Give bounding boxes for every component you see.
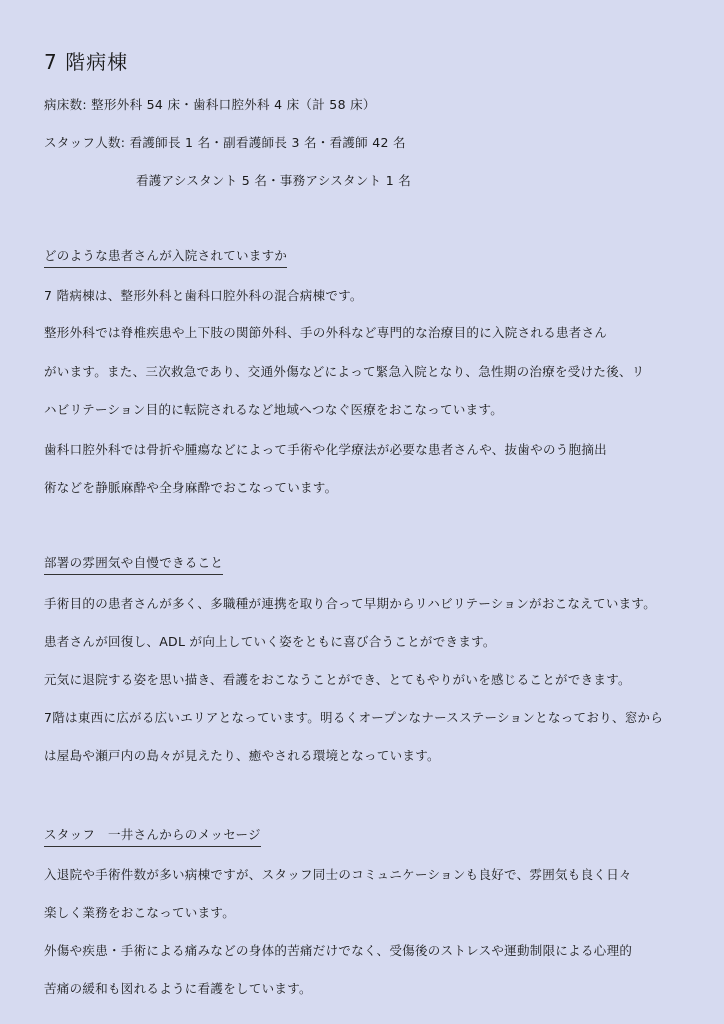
section-heading-patients: どのような患者さんが入院されていますか (44, 246, 287, 268)
paragraph-line: 整形外科では脊椎疾患や上下肢の関節外科、手の外科など専門的な治療目的に入院される患者さん (44, 325, 608, 340)
paragraph-line: 患者さんが回復し、ADL が向上していく姿をともに喜び合うことができます。 (44, 634, 496, 649)
paragraph-line: は屋島や瀬戸内の島々が見えたり、癒やされる環境となっています。 (44, 748, 440, 763)
paragraph-line: 歯科口腔外科では骨折や腫瘍などによって手術や化学療法が必要な患者さんや、抜歯やのう胞摘出 (44, 442, 607, 457)
paragraph-line: 7 階病棟は、整形外科と歯科口腔外科の混合病棟です。 (44, 288, 363, 303)
paragraph-line: 入退院や手術件数が多い病棟ですが、スタッフ同士のコミュニケーションも良好で、雰囲気も良く日々 (44, 867, 632, 882)
paragraph-line: 楽しく業務をおこなっています。 (44, 905, 236, 920)
paragraph-line: 外傷や疾患・手術による痛みなどの身体的苦痛だけでなく、受傷後のストレスや運動制限による心理的 (44, 943, 633, 958)
paragraph-line: 7階は東西に広がる広いエリアとなっています。明るくオープンなナースステーションとなっており、窓から (44, 710, 664, 725)
paragraph-line: 元気に退院する姿を思い描き、看護をおこなうことができ、とてもやりがいを感じることができます。 (44, 672, 631, 687)
section-heading-message: スタッフ 一井さんからのメッセージ (44, 825, 261, 847)
paragraph-line: 苦痛の緩和も図れるように看護をしています。 (44, 981, 312, 996)
bed-count: 病床数: 整形外科 54 床・歯科口腔外科 4 床（計 58 床） (44, 97, 376, 112)
paragraph-line: 手術目的の患者さんが多く、多職種が連携を取り合って早期からリハビリテーションがおこなえています。 (44, 596, 657, 611)
paragraph-line: がいます。また、三次救急であり、交通外傷などによって緊急入院となり、急性期の治療を受けた後、リ (44, 364, 645, 379)
staff-count: スタッフ人数: 看護師長 1 名・副看護師長 3 名・看護師 42 名 (44, 135, 406, 150)
page-title: 7 階病棟 (44, 50, 129, 74)
paragraph-line: ハビリテーション目的に転院されるなど地域へつなぐ医療をおこなっています。 (44, 402, 504, 417)
section-heading-atmosphere: 部署の雰囲気や自慢できること (44, 553, 223, 575)
staff-count-continued: 看護アシスタント 5 名・事務アシスタント 1 名 (136, 173, 412, 188)
paragraph-line: 術などを静脈麻酔や全身麻酔でおこなっています。 (44, 480, 338, 495)
